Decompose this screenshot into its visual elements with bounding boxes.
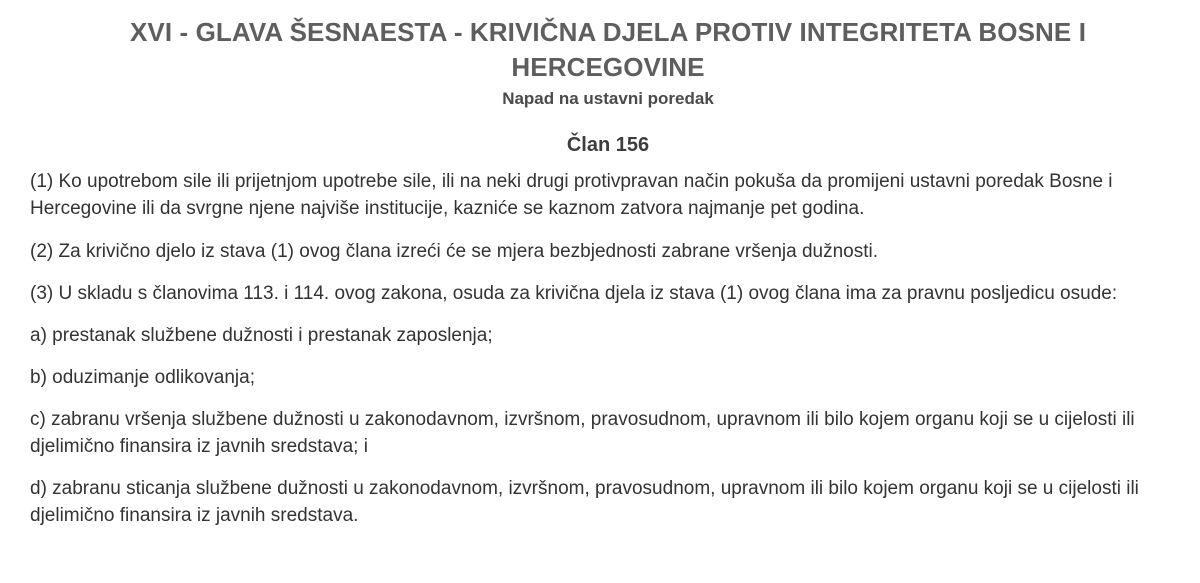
paragraph-2: (2) Za krivično djelo iz stava (1) ovog člana izreći će se mjera bezbjednosti zabrane vršenja dužnosti. xyxy=(30,241,879,262)
chapter-title xyxy=(30,0,1186,85)
paragraph-3: (3) U skladu s članovima 113. i 114. ovog zakona, osuda za krivična djela iz stava (1) ovog člana ima za pravnu posljedicu osude: xyxy=(30,283,1118,304)
paragraph-1: (1) Ko upotrebom sile ili prijetnjom upotrebe sile, ili na neki drugi protivpravan način pokuša da promijeni ustavni poredak Bosne i Hercegovine ili da svrgne njene najviše institucije, kazniće se kaznom zatvora najmanje pet godina. xyxy=(30,171,1113,219)
chapter-subtitle: Napad na ustavni poredak xyxy=(502,89,714,108)
list-item-c: c) zabranu vršenja službene dužnosti u zakonodavnom, izvršnom, pravosudnom, upravnom ili bilo kojem organu koji se u cijelosti ili djelimično finansira iz javnih sredstava; i xyxy=(30,409,1135,457)
article-title: Član 156 xyxy=(566,134,650,156)
chapter-title-line-2: HERCEGOVINE xyxy=(511,52,705,82)
list-item-d: d) zabranu sticanja službene dužnosti u zakonodavnom, izvršnom, pravosudnom, upravnom ili bilo kojem organu koji se u cijelosti ili djelimično finansira iz javnih sredstava. xyxy=(30,478,1139,526)
list-item-a: a) prestanak službene dužnosti i prestanak zaposlenja; xyxy=(30,325,493,346)
list-item-b: b) oduzimanje odlikovanja; xyxy=(30,367,255,388)
chapter-title-line-1: XVI - GLAVA ŠESNAESTA - KRIVIČNA DJELA PROTIV INTEGRITETA BOSNE I xyxy=(129,17,1087,47)
